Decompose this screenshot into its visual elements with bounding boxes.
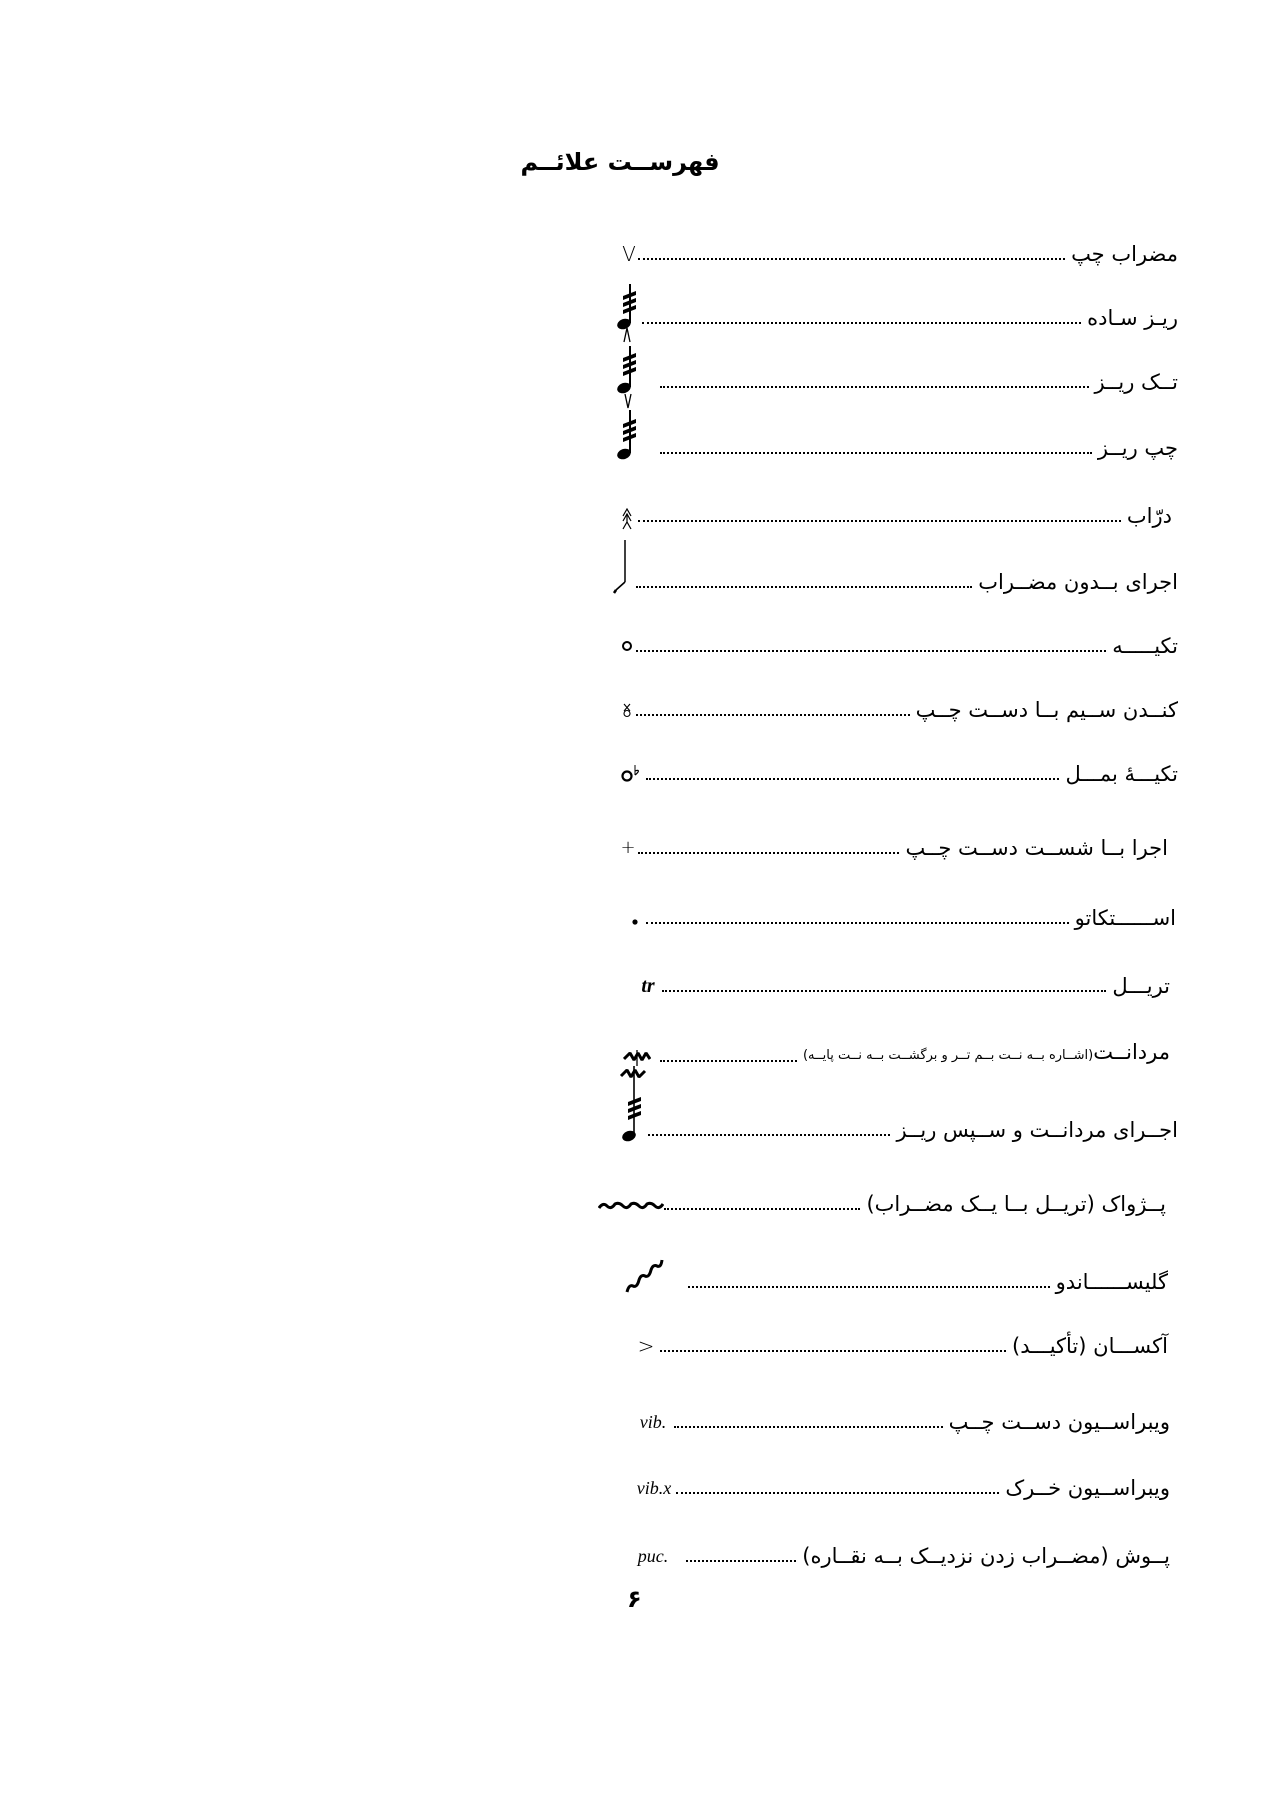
page-title: فهرســت علائــم bbox=[520, 148, 720, 176]
legend-entry bbox=[622, 1030, 1170, 1070]
dot-leader bbox=[662, 990, 1106, 992]
dot-leader bbox=[648, 1134, 890, 1136]
legend-entry bbox=[632, 1530, 1170, 1570]
entry-label: مضراب چپ bbox=[1071, 242, 1178, 266]
tremolo-note-with-downbow-icon bbox=[612, 392, 642, 462]
plus-icon: + bbox=[620, 837, 636, 858]
legend-entry bbox=[618, 1092, 1178, 1144]
entry-label: ویبراســیون دســت چــپ bbox=[948, 1410, 1170, 1434]
vibrato-left-hand-icon: vib. bbox=[639, 1412, 667, 1432]
legend-entry bbox=[632, 1320, 1168, 1360]
entry-label-main: مردانــت bbox=[1093, 1040, 1170, 1064]
wavy-line-icon bbox=[598, 1200, 664, 1218]
dot-leader bbox=[636, 714, 910, 716]
entry-label: گلیســــــاندو bbox=[1055, 1270, 1168, 1294]
puc-icon: puc. bbox=[637, 1546, 669, 1566]
entry-label: آکســـان (تأکیـــد) bbox=[1012, 1334, 1168, 1358]
open-circle-icon bbox=[618, 640, 636, 660]
legend-entry bbox=[632, 1462, 1170, 1502]
dot-leader bbox=[688, 1286, 1050, 1288]
legend-entry bbox=[612, 356, 1178, 396]
legend-entry bbox=[618, 748, 1178, 788]
legend-entry bbox=[618, 822, 1168, 862]
dot-leader bbox=[660, 1350, 1006, 1352]
legend-entry bbox=[598, 1178, 1166, 1218]
trill-icon: tr bbox=[641, 975, 655, 997]
dot-leader bbox=[664, 1208, 860, 1210]
entry-label: تــک ریــز bbox=[1094, 370, 1178, 394]
entry-label: پــوش (مضــراب زدن نزدیــک بــه نقــاره) bbox=[802, 1544, 1170, 1568]
tremolo-note-icon bbox=[612, 282, 642, 332]
dot-leader bbox=[674, 1426, 943, 1428]
entry-label: اجرای بــدون مضــراب bbox=[978, 570, 1178, 594]
dot-leader bbox=[646, 778, 1059, 780]
legend-entry bbox=[634, 960, 1170, 1000]
dot-leader bbox=[646, 922, 1069, 924]
dot-leader bbox=[686, 1560, 796, 1562]
legend-entry bbox=[622, 1250, 1168, 1296]
accent-icon: > bbox=[637, 1334, 655, 1358]
dot-leader bbox=[636, 650, 1106, 652]
entry-label bbox=[797, 1038, 1170, 1070]
legend-entry bbox=[620, 228, 1178, 268]
entry-label: پــژواک (تریــل بــا یــک مضــراب) bbox=[866, 1192, 1166, 1216]
down-bow-v-icon: V bbox=[622, 242, 636, 266]
dot-leader bbox=[660, 1060, 797, 1062]
vibrato-bridge-icon: vib.x bbox=[636, 1478, 672, 1498]
entry-label: تکیـــۀ بمـــل bbox=[1065, 762, 1178, 786]
entry-label: اجرا بــا شســت دســت چــپ bbox=[905, 836, 1168, 860]
dot-leader bbox=[660, 452, 1092, 454]
legend-entry bbox=[612, 422, 1178, 462]
entry-label: اســــــتکاتو bbox=[1074, 906, 1176, 930]
dot-leader bbox=[636, 586, 972, 588]
legend-entry bbox=[612, 292, 1178, 332]
entry-label: ویبراســیون خــرک bbox=[1005, 1476, 1170, 1500]
dot-leader bbox=[638, 520, 1121, 522]
dot-leader bbox=[642, 322, 1081, 324]
entry-label: چپ ریــز bbox=[1097, 436, 1178, 460]
no-plectrum-stem-icon bbox=[606, 538, 636, 596]
legend-entry bbox=[606, 556, 1178, 596]
legend-entry bbox=[618, 684, 1178, 724]
pluck-left-hand-icon bbox=[618, 702, 636, 724]
legend-entry bbox=[618, 620, 1178, 660]
derab-arrow-icon bbox=[616, 508, 638, 530]
glissando-icon bbox=[622, 1250, 666, 1296]
page-number: ۶ bbox=[627, 1585, 642, 1613]
dot-leader bbox=[660, 386, 1089, 388]
staccato-dot-icon bbox=[624, 918, 646, 932]
tremolo-note-with-upbow-icon bbox=[612, 326, 642, 396]
entry-label: درّاب bbox=[1126, 504, 1172, 528]
entry-label: تریـــل bbox=[1112, 974, 1170, 998]
circle-flat-icon bbox=[618, 764, 646, 788]
entry-label: اجــرای مردانــت و ســپس ریــز bbox=[896, 1118, 1178, 1142]
entry-label-note: (اشــاره بــه نــت بــم تــر و برگشــت بــه نــت پایــه) bbox=[802, 1048, 1094, 1063]
legend-entry bbox=[632, 1396, 1170, 1436]
dot-leader bbox=[676, 1492, 999, 1494]
legend-entry bbox=[624, 892, 1176, 932]
entry-label: تکیـــــه bbox=[1112, 634, 1178, 658]
dot-leader bbox=[638, 258, 1065, 260]
legend-entry bbox=[616, 490, 1172, 530]
entry-label: ریـز سـاده bbox=[1087, 306, 1178, 330]
dot-leader bbox=[638, 852, 899, 854]
mordent-tremolo-note-icon bbox=[618, 1066, 648, 1144]
entry-label: کنــدن ســیم بــا دســت چــپ bbox=[915, 698, 1178, 722]
